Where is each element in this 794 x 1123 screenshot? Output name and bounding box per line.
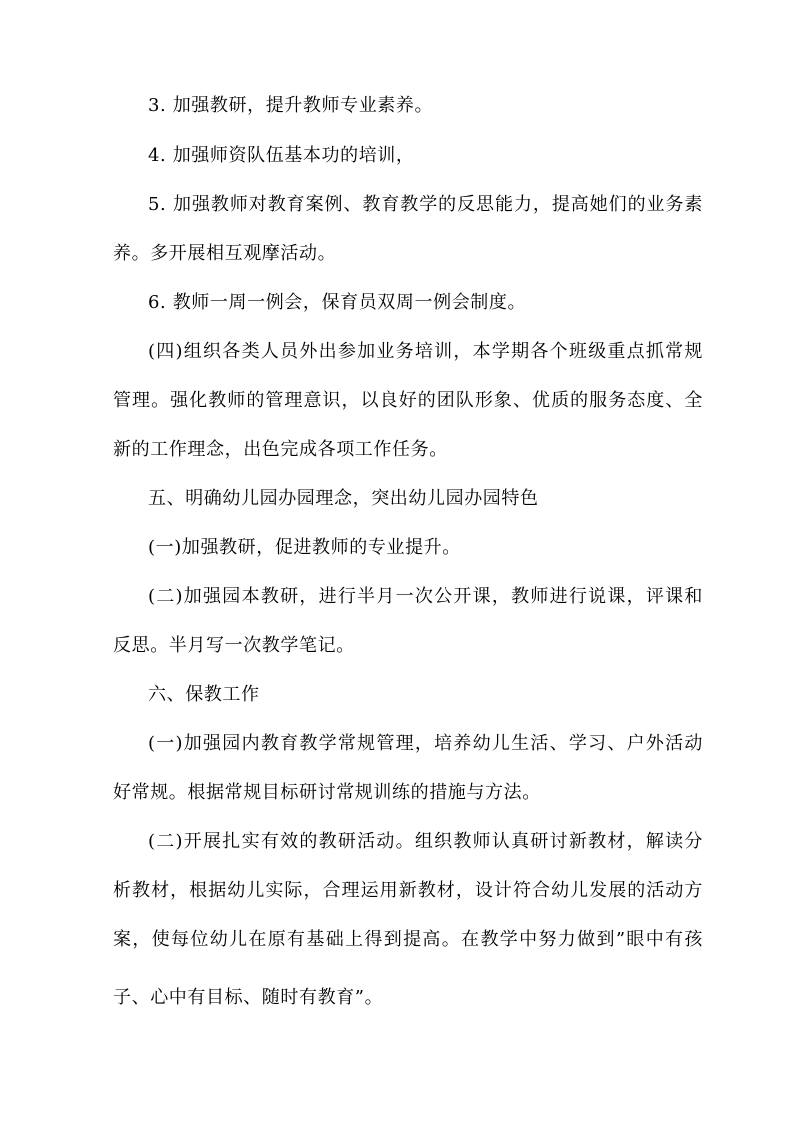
paragraph-five-two-line-1: (二)加强园本教研，进行半月一次公开课，教师进行说课，评课和 bbox=[148, 586, 703, 607]
paragraph-item-6: 6. 教师一周一例会，保育员双周一例会制度。 bbox=[148, 292, 527, 313]
paragraph-item-5-line-1: 5. 加强教师对教育案例、教育教学的反思能力，提高她们的业务素 bbox=[148, 194, 703, 215]
paragraph-six-two-line-2: 析教材，根据幼儿实际，合理运用新教材，设计符合幼儿发展的活动方 bbox=[113, 880, 703, 901]
paragraph-four-line-2: 管理。强化教师的管理意识，以良好的团队形象、优质的服务态度、全 bbox=[113, 390, 703, 411]
paragraph-item-3: 3. 加强教研，提升教师专业素养。 bbox=[148, 95, 434, 116]
paragraph-six-one-line-2: 好常规。根据常规目标研讨常规训练的措施与方法。 bbox=[113, 782, 541, 803]
paragraph-six-two-line-3: 案，使每位幼儿在原有基础上得到提高。在教学中努力做到”眼中有孩 bbox=[113, 929, 703, 950]
paragraph-five-two-line-2: 反思。半月写一次教学笔记。 bbox=[113, 635, 355, 656]
section-heading-five: 五、明确幼儿园办园理念，突出幼儿园办园特色 bbox=[148, 488, 539, 509]
paragraph-item-5-line-2: 养。多开展相互观摩活动。 bbox=[113, 243, 337, 264]
paragraph-four-line-1: (四)组织各类人员外出参加业务培训，本学期各个班级重点抓常规 bbox=[148, 341, 703, 362]
paragraph-four-line-3: 新的工作理念，出色完成各项工作任务。 bbox=[113, 439, 448, 460]
paragraph-six-two-line-4: 子、心中有目标、随时有教育”。 bbox=[113, 987, 384, 1008]
paragraph-six-one-line-1: (一)加强园内教育教学常规管理，培养幼儿生活、学习、户外活动 bbox=[148, 733, 703, 754]
paragraph-item-4: 4. 加强师资队伍基本功的培训， bbox=[148, 145, 415, 166]
section-heading-six: 六、保教工作 bbox=[148, 684, 260, 705]
paragraph-five-one: (一)加强教研，促进教师的专业提升。 bbox=[148, 537, 461, 558]
paragraph-six-two-line-1: (二)开展扎实有效的教研活动。组织教师认真研讨新教材，解读分 bbox=[148, 831, 703, 852]
